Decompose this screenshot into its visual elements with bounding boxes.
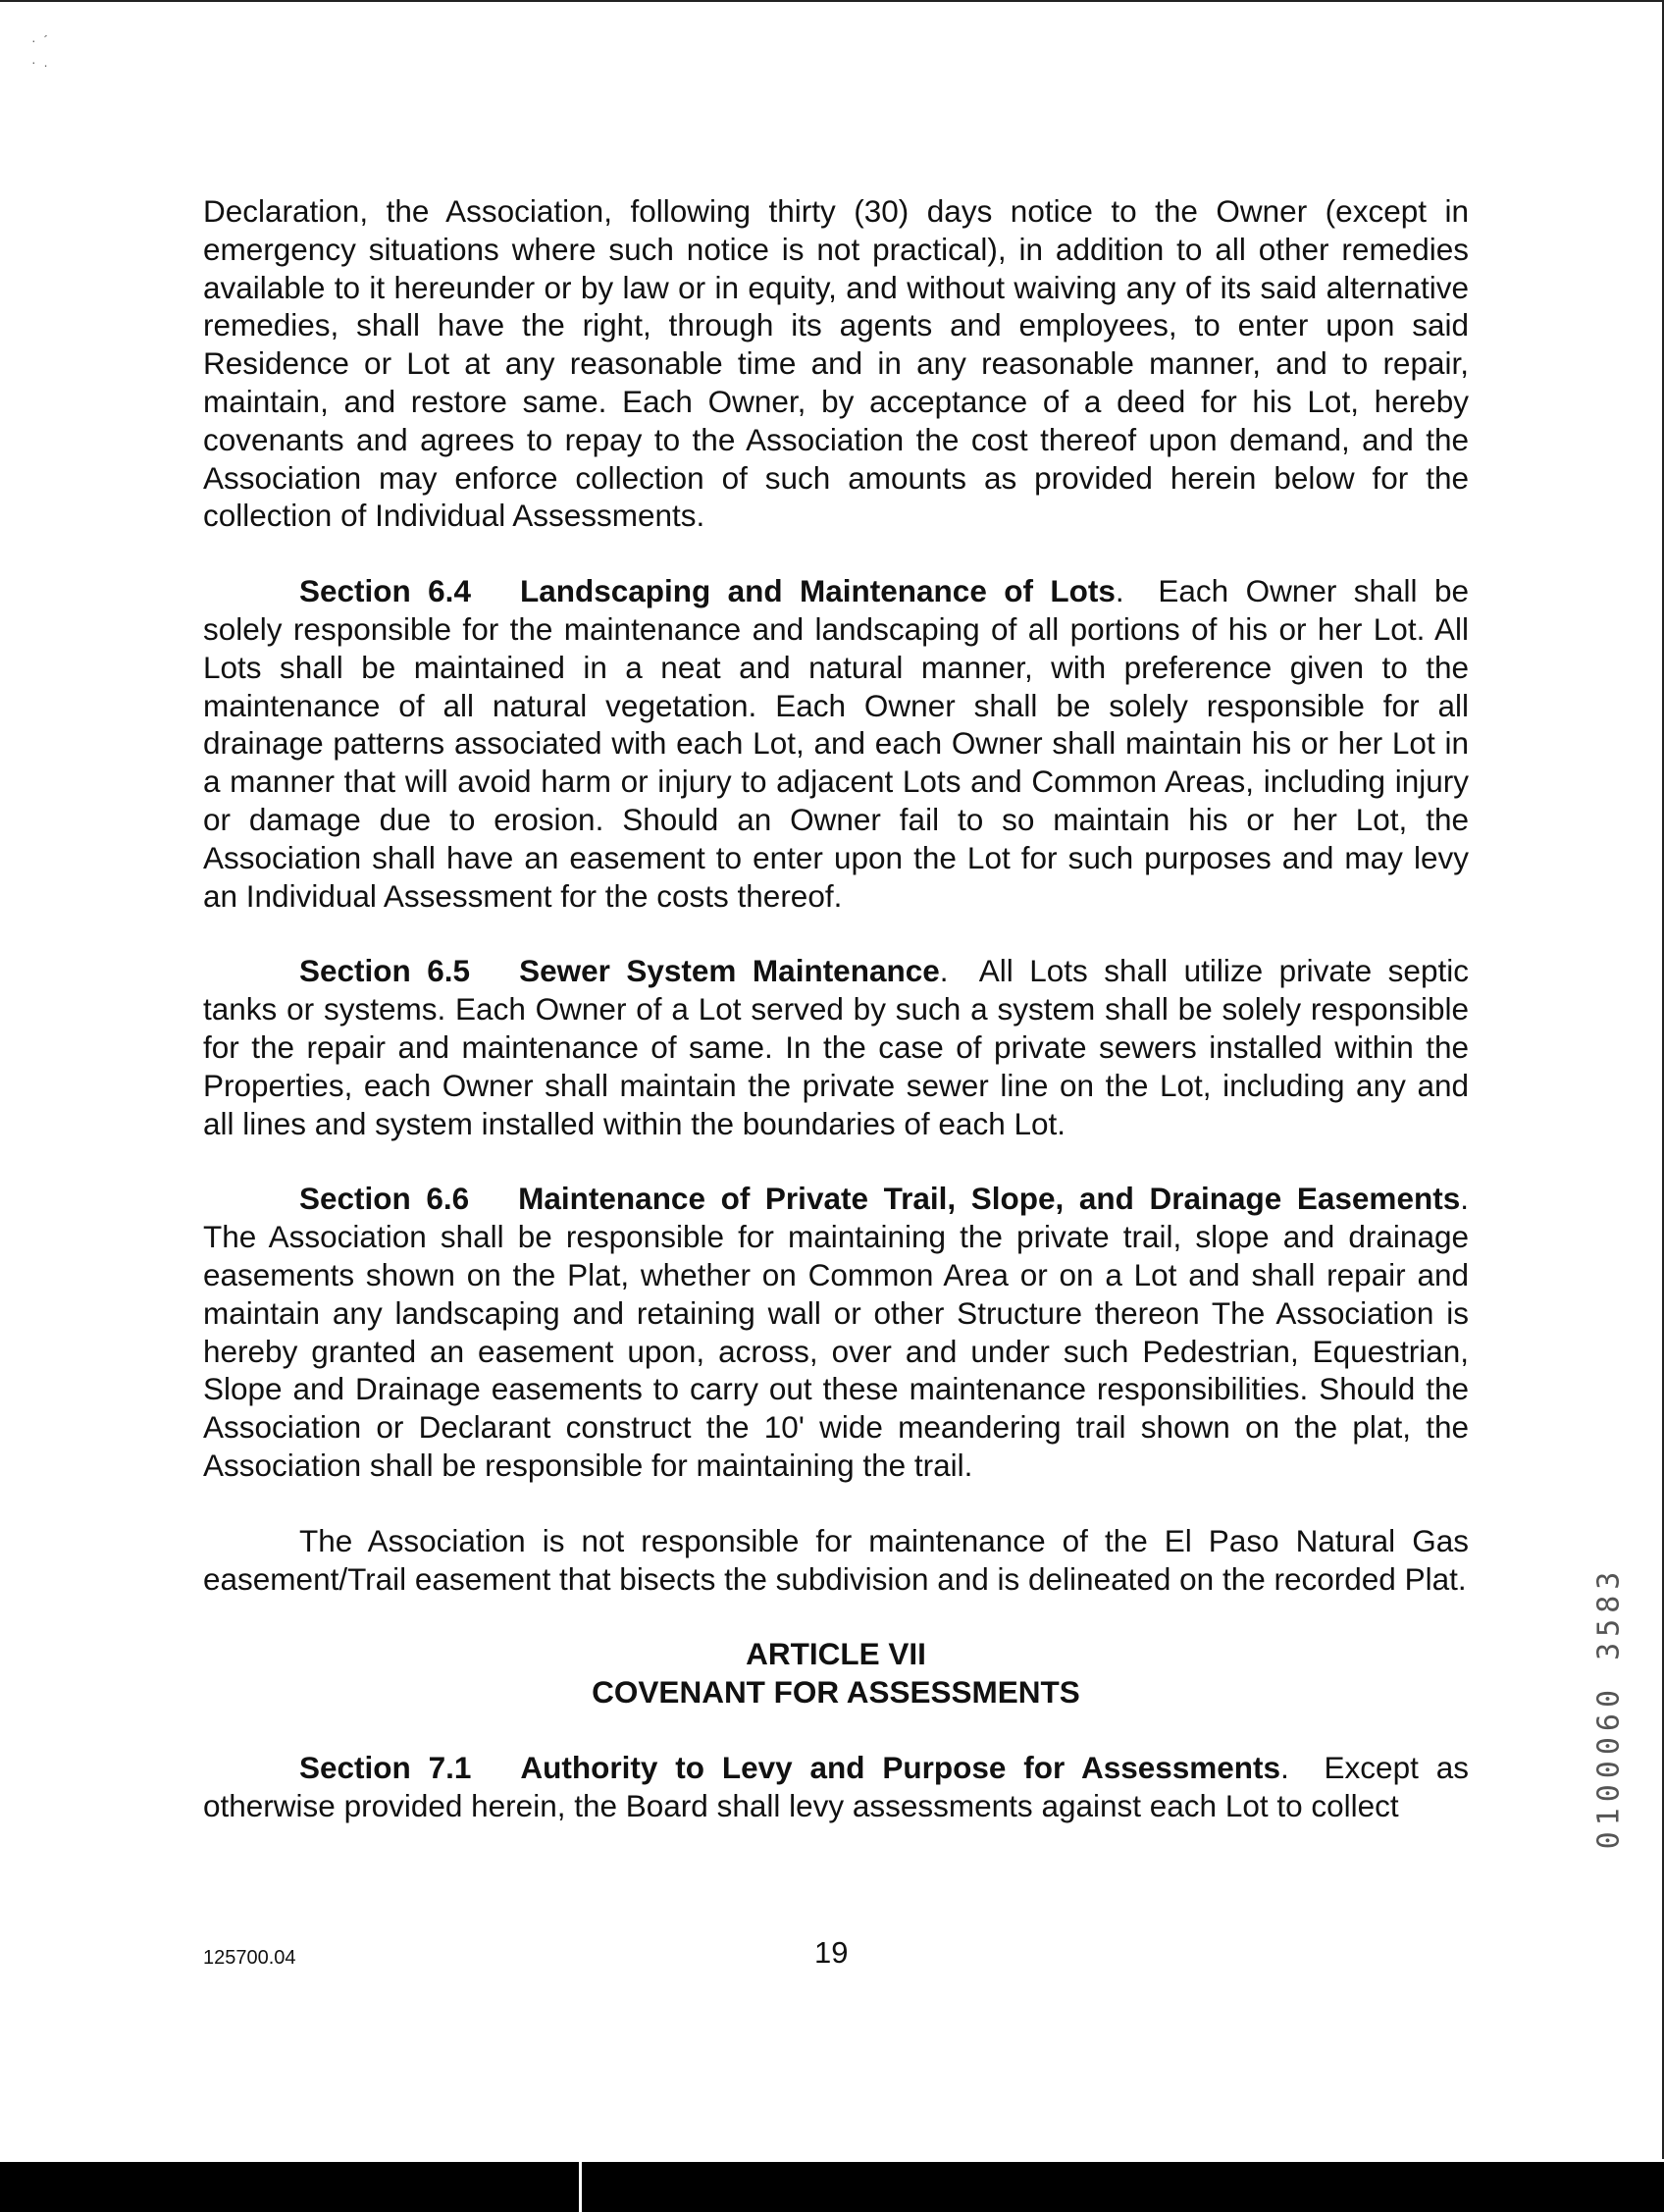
article-heading-block — [203, 1635, 1469, 1712]
article-heading: ARTICLE VII — [746, 1636, 926, 1672]
article-subheading: COVENANT FOR ASSESSMENTS — [592, 1674, 1080, 1711]
scan-specks: ·´ ·. — [31, 32, 57, 70]
top-scan-border — [0, 0, 1664, 2]
section-6-4-number: Section 6.4 — [299, 573, 471, 609]
section-6-4-text: Each Owner shall be solely responsible for the maintenance and landscaping of all portions of his or her Lot. All Lots shall be maintained in a neat and natural manner, with preference given to the maintenance of all natural vegetation. Each Owner shall be solely responsible for all drainage patterns associated with each Lot, and each Owner shall maintain his or her Lot in a manner that will avoid harm or injury to adjacent Lots and Common Areas, including injury or damage due to erosion. Should an Owner fail to so maintain his or her Lot, the Association shall have an easement to enter upon the Lot for such purposes and may levy an Individual Assessment for the costs thereof. — [203, 573, 1469, 914]
section-6-6-text: The Association shall be responsible for maintaining the private trail, slope and drainage easements shown on the Plat, whether on Common Area or on a Lot and shall repair and maintain any landscaping and retaining wall or other Structure thereon The Association is hereby granted an easement upon, across, over and under such Pedestrian, Equestrian, Slope and Drainage easements to carry out these maintenance responsibilities. Should the Association or Declarant construct the 10' wide meandering trail shown on the plat, the Association shall be responsible for maintaining the trail. — [203, 1219, 1469, 1483]
section-6-6-title: Maintenance of Private Trail, Slope, and Drainage Easements — [518, 1181, 1461, 1217]
section-6-4-title: Landscaping and Maintenance of Lots — [519, 573, 1116, 609]
section-6-5-number: Section 6.5 — [299, 953, 471, 989]
footer-document-id: 125700.04 — [203, 1947, 296, 1969]
section-6-5-text: All Lots shall utilize private septic tanks or systems. Each Owner of a Lot served by such a system shall be solely responsible for the repair and maintenance of same. In the case of private sewers installed within the Properties, each Owner shall maintain the private sewer line on the Lot, including any and all lines and system installed within the boundaries of each Lot. — [203, 953, 1469, 1141]
section-6-6: Section 6.6 Maintenance of Private Trail, Slope, and Drainage Easements. The Association shall be responsible for maintaining the private trail, slope and drainage easements shown on the Plat, whether on Common Area or on a Lot and shall repair and maintain any landscaping and retaining wall or other Structure thereon The Association is hereby granted an easement upon, across, over and under such Pedestrian, Equestrian, Slope and Drainage easements to carry out these maintenance responsibilities. Should the Association or Declarant construct the 10' wide meandering trail shown on the plat, the Association shall be responsible for maintaining the trail. — [203, 1181, 1469, 1483]
margin-recording-stamp — [1580, 1531, 1638, 1884]
section-7-1-title: Authority to Levy and Purpose for Assessments — [520, 1749, 1281, 1785]
section-6-5: Section 6.5 Sewer System Maintenance. All Lots shall utilize private septic tanks or systems. Each Owner of a Lot served by such a system shall be solely responsible for the repair and maintenance of same. In the case of private sewers installed within the Properties, each Owner shall maintain the private sewer line on the Lot, including any and all lines and system installed within the boundaries of each Lot. — [203, 953, 1469, 1141]
section-7-1: Section 7.1 Authority to Levy and Purpose for Assessments. Except as otherwise provided herein, the Board shall levy assessments against each Lot to collect — [203, 1749, 1469, 1823]
section-6-5-title: Sewer System Maintenance — [519, 953, 940, 989]
page-number: 19 — [814, 1935, 849, 1970]
margin-stamp-text: 0100060 3583 — [1591, 1565, 1627, 1850]
section-7-1-text: Except as otherwise provided herein, the Board shall levy assessments against each Lot to collect — [203, 1749, 1469, 1823]
section-7-1-number: Section 7.1 — [299, 1749, 472, 1785]
scan-bottom-divider — [579, 2162, 582, 2212]
note-paragraph: The Association is not responsible for maintenance of the El Paso Natural Gas easement/Trail easement that bisects the subdivision and is delineated on the recorded Plat. — [203, 1522, 1469, 1597]
section-6-6-number: Section 6.6 — [299, 1181, 470, 1217]
section-6-4: Section 6.4 Landscaping and Maintenance of Lots. Each Owner shall be solely responsible for the maintenance and landscaping of all portions of his or her Lot. All Lots shall be maintained in a neat and natural manner, with preference given to the maintenance of all natural vegetation. Each Owner shall be solely responsible for all drainage patterns associated with each Lot, and each Owner shall maintain his or her Lot in a manner that will avoid harm or injury to adjacent Lots and Common Areas, including injury or damage due to erosion. Should an Owner fail to so maintain his or her Lot, the Association shall have an easement to enter upon the Lot for such purposes and may levy an Individual Assessment for the costs thereof. — [203, 573, 1469, 914]
continuation-paragraph: Declaration, the Association, following thirty (30) days notice to the Owner (except in emergency situations where such notice is not practical), in addition to all other remedies available to it hereunder or by law or in equity, and without waiving any of its said alternative remedies, shall have the right, through its agents and employees, to enter upon said Residence or Lot at any reasonable time and in any reasonable manner, and to repair, maintain, and restore same. Each Owner, by acceptance of a deed for his Lot, hereby covenants and agrees to repay to the Association the cost thereof upon demand, and the Association may enforce collection of such amounts as provided herein below for the collection of Individual Assessments. — [203, 193, 1469, 534]
scan-bottom-bar — [0, 2162, 1664, 2212]
document-body — [203, 192, 1469, 1862]
